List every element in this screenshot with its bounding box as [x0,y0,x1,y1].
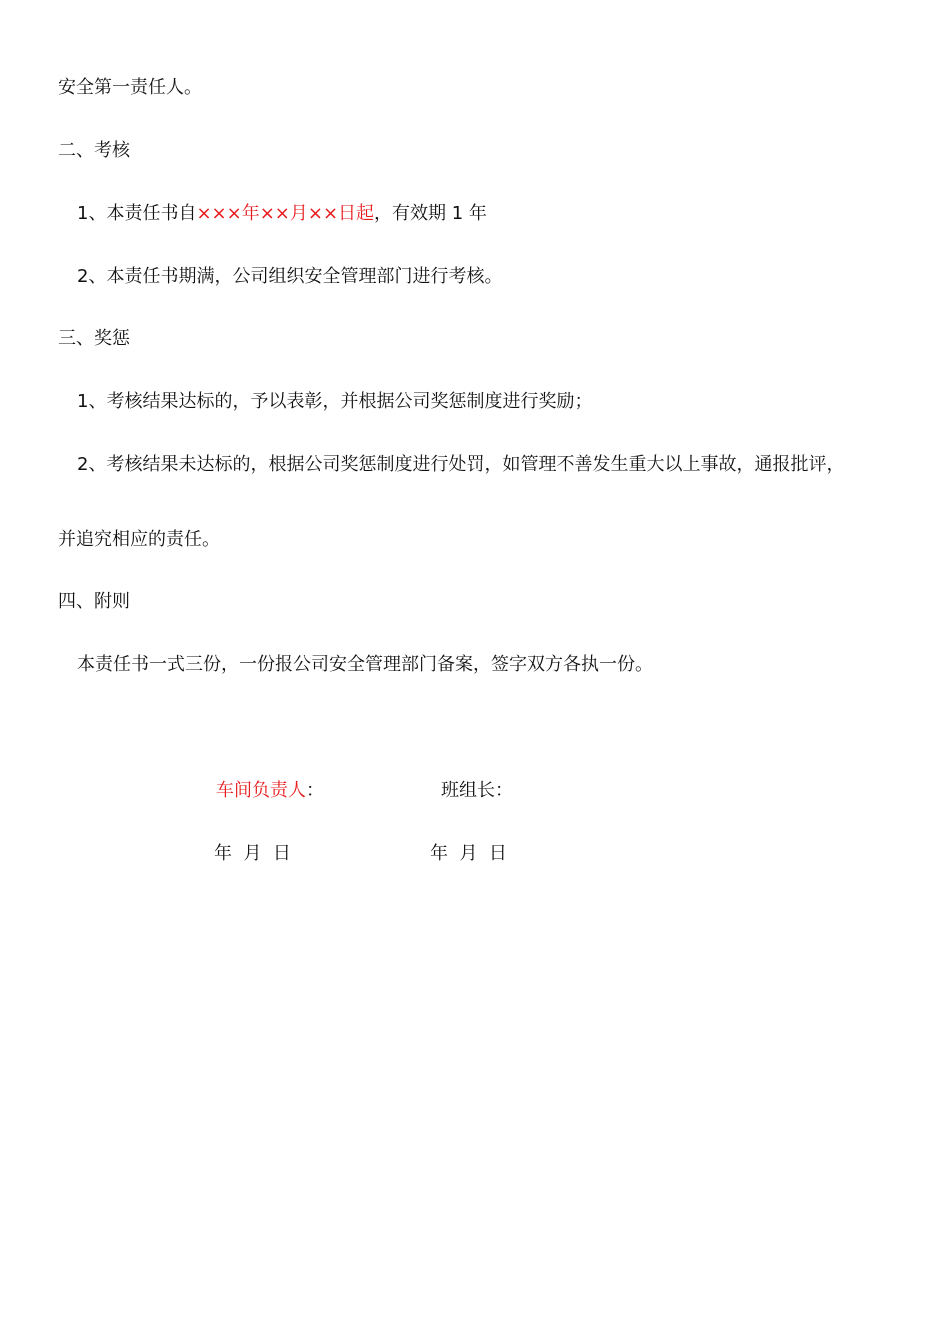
signature-workshop-head [216,779,324,803]
section-heading-supplementary: 四、附则 [58,591,130,612]
workshop-head-colon: ： [306,780,324,801]
workshop-head-label: 车间负责人 [216,780,306,801]
rewards-item-1: 1、考核结果达标的，予以表彰，并根据公司奖惩制度进行奖励； [77,391,593,412]
supplementary-text: 本责任书一式三份，一份报公司安全管理部门备案，签字双方各执一份。 [77,654,653,675]
validity-start-date: ×××年××月××日起 [196,203,375,224]
assessment-item-2: 2、本责任书期满，公司组织安全管理部门进行考核。 [77,266,503,287]
paragraph-responsible-person: 安全第一责任人。 [58,77,202,98]
section-heading-rewards: 三、奖惩 [58,328,130,349]
rewards-item-2: 2、考核结果未达标的，根据公司奖惩制度进行处罚，如管理不善发生重大以上事故，通报批评， [77,454,845,475]
assessment-item-1-prefix: 1、本责任书自 [77,203,197,224]
signature-team-leader: 班组长： [441,780,513,801]
assessment-item-1-suffix: ，有效期 1 年 [374,203,487,224]
date-team-leader: 年 月 日 [430,843,507,864]
rewards-item-2-continued: 并追究相应的责任。 [58,529,220,550]
date-workshop-head: 年 月 日 [214,843,291,864]
assessment-item-1 [77,202,487,226]
section-heading-assessment: 二、考核 [58,140,130,161]
